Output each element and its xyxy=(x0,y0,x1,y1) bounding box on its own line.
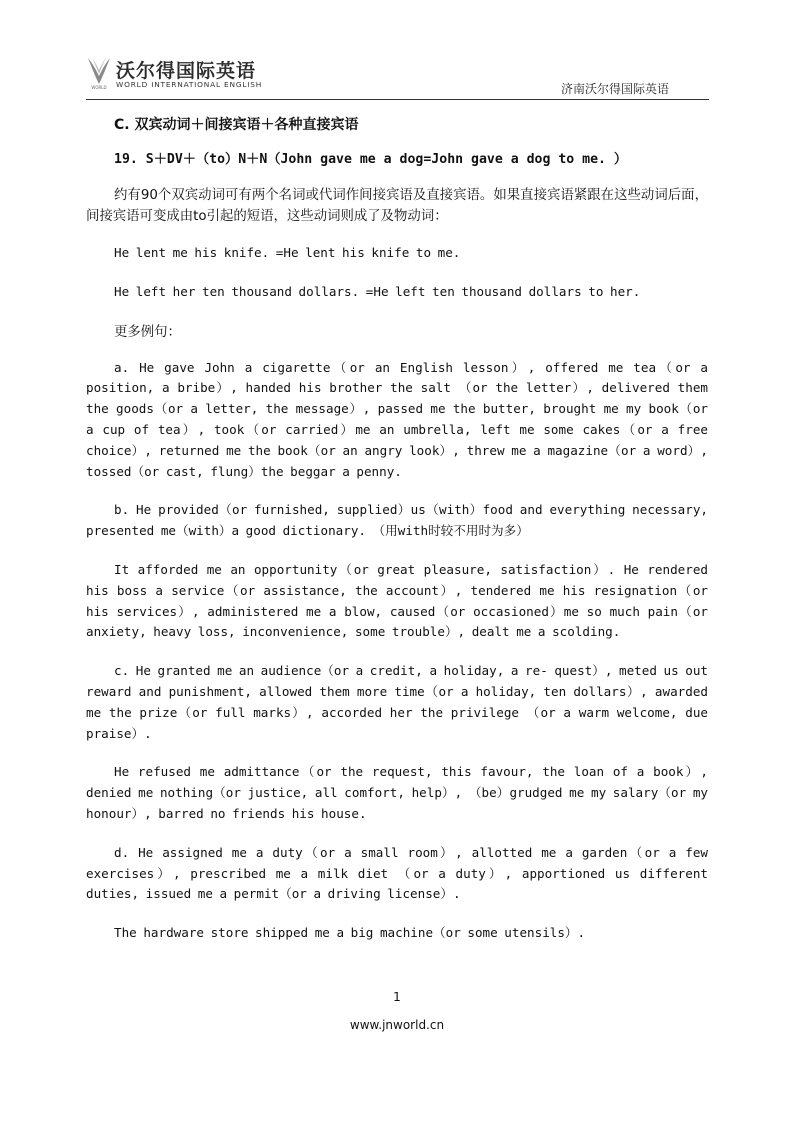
paragraph-b-continued: It afforded me an opportunity（or great pleasure, satisfaction）. He rendered his boss a service（or assistance, the account）, tendered me his resignation（or his services）, administered me a blow, caused（or occasioned）me so much pain（or anxiety, heavy loss, inconvenience, some trouble）, dealt me a scolding. xyxy=(86,561,708,640)
more-examples-label: 更多例句： xyxy=(114,324,181,340)
section-title: C. 双宾动词＋间接宾语＋各种直接宾语 xyxy=(114,117,359,133)
intro-paragraph: 约有90个双宾动词可有两个名词或代词作间接宾语及直接宾语。如果直接宾语紧跟在这些动词后面，间接宾语可变成由to引起的短语，这些动词则成了及物动词： xyxy=(86,188,708,224)
example-sentence-1: He lent me his knife. =He lent his knife to me. xyxy=(114,245,461,260)
paragraph-d: d. He assigned me a duty（or a small room）, allotted me a garden（or a few exercises）, prescribed me a milk diet （or a duty）, apportioned us different duties, issued me a permit（or a driving license）. xyxy=(86,844,708,902)
paragraph-a: a. He gave John a cigarette（or an English lesson）, offered me tea（or a position, a bribe）, handed his brother the salt （or the letter）, delivered them the goods（or a letter, the message）, passed me the butter, brought me my book（or a cup of tea）, took（or carried）me an umbrella, left me some cakes（or a free choice）, returned me the book（or an angry look）, threw me a magazine（or a word）, tossed（or cast, flung）the beggar a penny. xyxy=(86,359,708,479)
document-body xyxy=(86,114,708,944)
paragraph-c-continued: He refused me admittance（or the request, this favour, the loan of a book）, denied me nothing（or justice, all comfort, help）, （be）grudged me my salary（or my honour）, barred no friends his house. xyxy=(86,764,708,821)
logo-chinese-name: 沃尔得国际英语 xyxy=(116,60,257,82)
paragraph-d-continued: The hardware store shipped me a big machine（or some utensils）. xyxy=(114,925,586,941)
page-header xyxy=(86,52,709,100)
logo-english-name: WORLD INTERNATIONAL ENGLISH xyxy=(116,80,263,89)
header-school-name: 济南沃尔得国际英语 xyxy=(560,82,669,96)
footer-url: www.jnworld.cn xyxy=(349,1018,445,1032)
pattern-heading: 19. S＋DV＋（to）N＋N（John gave me a dog=John gave a dog to me. ） xyxy=(114,152,628,167)
header-divider xyxy=(86,99,709,100)
paragraph-c: c. He granted me an audience（or a credit, a holiday, a re- quest）, meted us out reward and punishment, allowed them more time（or a holiday, ten dollars）, awarded me the prize（or full marks）, accorded her the privilege （or a warm welcome, due praise）. xyxy=(86,663,709,741)
wings-logo-icon xyxy=(86,54,112,90)
paragraph-b: b. He provided（or furnished, supplied）us（with）food and everything necessary, presented me（with）a good dictionary. （用with时较不用时为多） xyxy=(86,502,708,539)
example-sentence-2: He left her ten thousand dollars. =He left ten thousand dollars to her. xyxy=(114,283,641,299)
page-number: 1 xyxy=(393,990,401,1004)
svg-text:WORLD: WORLD xyxy=(91,85,107,90)
